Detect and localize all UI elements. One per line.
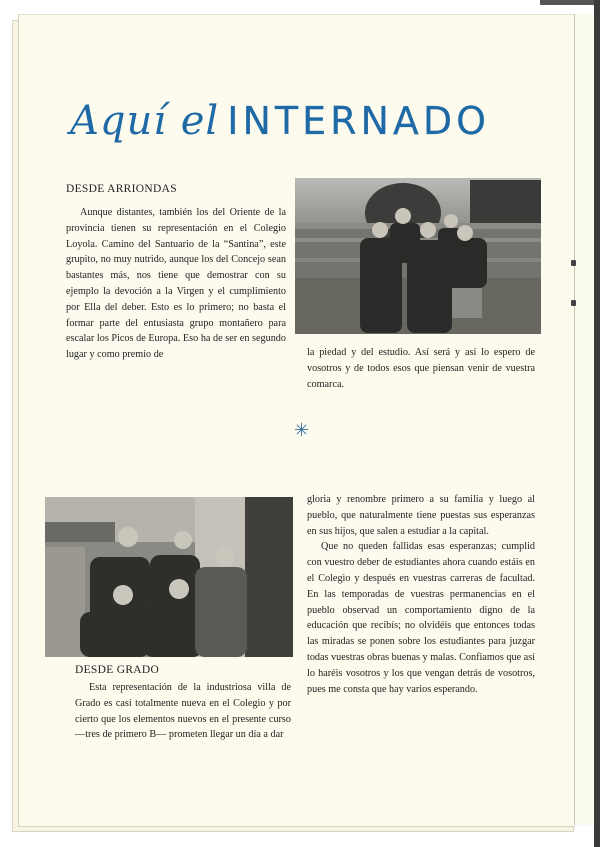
title-caps: INTERNADO <box>227 99 491 143</box>
scan-edge-right <box>594 0 600 847</box>
paragraph: Esta representación de la industriosa villa de Grado es casi totalmente nueva en el Colegio y por cierto que los elementos nuevos en el presente curso —tres de primero B— prometen llegar un día a dar <box>75 682 291 741</box>
paragraph: la piedad y del estudio. Así será y así lo espero de vosotros y de todos esos que piensan venir de vuestra comarca. <box>307 347 535 390</box>
photo-arriondas-group <box>295 178 541 334</box>
photo-grado-image <box>45 497 293 657</box>
staple-icon <box>571 260 576 266</box>
arriondas-text-left <box>66 205 286 363</box>
title-script: Aquí el <box>70 98 220 144</box>
arriondas-text-right <box>307 345 535 392</box>
paragraph: Que no queden fallidas esas esperanzas; cumplid con vuestro deber de estudiantes ahora cuando estáis en el Colegio y después en vuestras carreras de facultad. En las temporadas de vuestras permanencias en el pueblo observad un comportamiento digno de la educación que recibís; no olvidéis que entonces todas las miradas se ponen sobre los estudiantes para juzgar todas vuestras obras buenas y malas. Confiamos que así lo haréis vosotros y los que vengan detrás de vosotros, pues me consta que hay varios esperando. <box>307 541 535 695</box>
section-heading-grado: DESDE GRADO <box>75 664 160 676</box>
grado-text-left <box>75 680 291 743</box>
scan-edge-top <box>540 0 600 5</box>
staple-icon <box>571 300 576 306</box>
photo-arriondas-image <box>295 178 541 334</box>
photo-grado-group <box>45 497 293 657</box>
section-heading-arriondas: DESDE ARRIONDAS <box>66 183 177 195</box>
paragraph: Aunque distantes, también los del Oriente de la provincia tienen su representación en el Colegio Loyola. Camino del Santuario de la “Santina”, este grupito, no muy nutrido, aunque los del Concejo sean bastantes más, nos tiene que demostrar con su ejemplo la devoción a la Virgen y el cumplimiento por Ella del deber. Esto es lo primero; no basta el formar parte del entusiasta grupo montañero para escalar los Picos de Europa. Eso ha de ser en segundo lugar y como premio de <box>66 207 286 361</box>
asterisk-divider-icon: ✳ <box>294 420 310 441</box>
page-right-margin <box>574 14 595 825</box>
grado-text-right <box>307 492 535 697</box>
page-title <box>70 98 490 168</box>
paragraph: gloria y renombre primero a su familia y luego al pueblo, que naturalmente tiene puestas sus esperanzas en sus hijos, que salen a estudiar a la capital. <box>307 494 535 537</box>
